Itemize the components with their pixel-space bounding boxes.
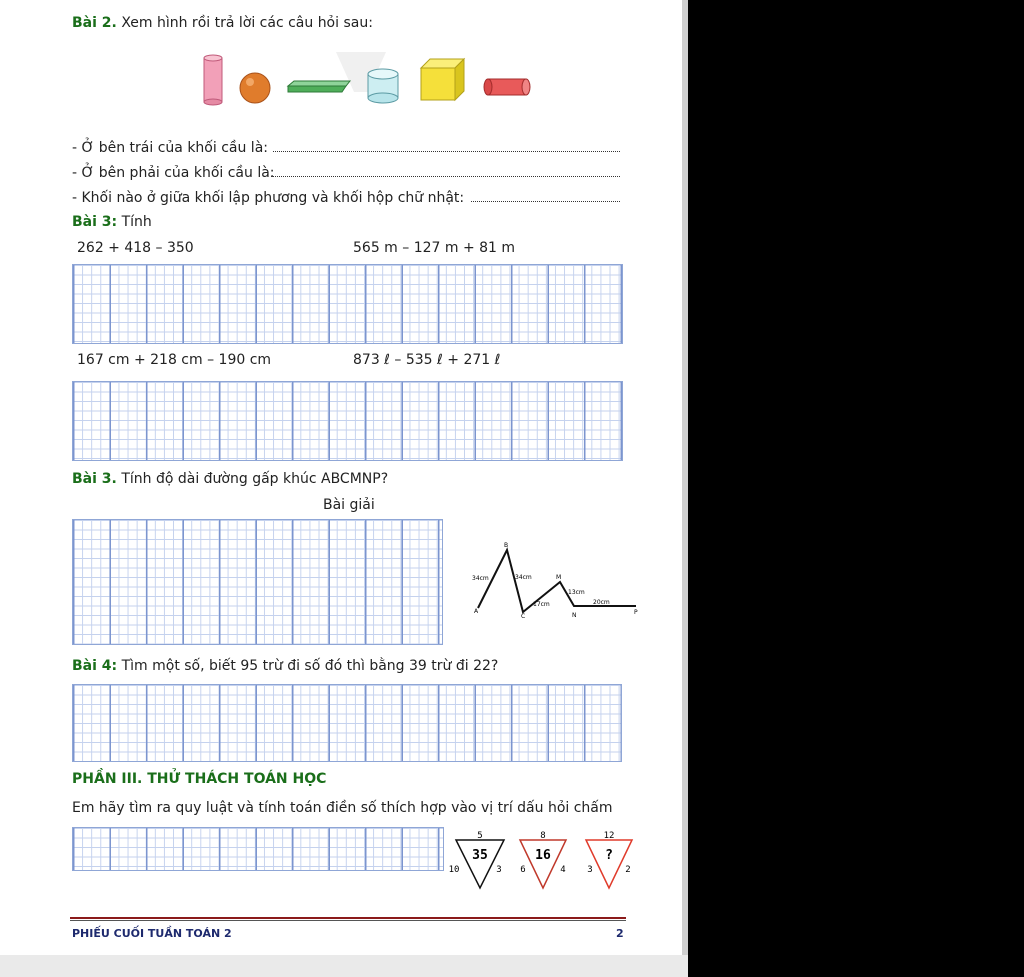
grid-calc-1[interactable]	[72, 264, 623, 344]
polyline-figure	[466, 538, 642, 622]
length-cm: 17cm	[533, 601, 550, 608]
pink-cylinder-shape	[204, 55, 222, 105]
tri1-left: 10	[448, 865, 460, 875]
viewer-bottom-strip	[0, 955, 688, 977]
bai3b-heading	[72, 471, 388, 487]
shapes-svg	[196, 48, 541, 112]
page-edge-shadow	[682, 0, 688, 977]
triangle-puzzle	[444, 828, 640, 894]
tri3-top: 12	[603, 831, 615, 841]
tri1-top: 5	[477, 831, 483, 841]
triangles-svg	[444, 828, 640, 894]
tri2-top: 8	[540, 831, 546, 841]
answer-blank-3[interactable]	[471, 200, 620, 202]
green-cuboid-shape	[288, 81, 350, 92]
yellow-cube-shape	[421, 59, 464, 100]
bai3a-label: Bài 3:	[72, 214, 118, 230]
grid-bai4[interactable]	[72, 684, 622, 762]
tri3-right: 2	[625, 865, 631, 875]
bai2-line-2: - Ở bên phải của khối cầu là:	[72, 165, 275, 181]
orange-sphere-shape	[240, 73, 270, 103]
page-number: 2	[616, 927, 624, 940]
tri2-right: 4	[560, 865, 566, 875]
expr-3: 167 cm + 218 cm – 190 cm	[77, 352, 272, 368]
bai4-heading	[72, 658, 498, 674]
cyan-cylinder-shape	[368, 69, 398, 103]
tri1-center: 35	[472, 848, 488, 863]
bai3b-text: Tính độ dài đường gấp khúc ABCMNP?	[121, 471, 389, 487]
tri3-center: ?	[605, 848, 613, 863]
footer-rule	[70, 917, 626, 919]
solution-title: Bài giải	[323, 497, 375, 513]
bai3b-label: Bài 3.	[72, 471, 117, 487]
shapes-illustration	[196, 48, 541, 112]
answer-blank-2[interactable]	[271, 175, 620, 177]
expr-2: 565 m – 127 m + 81 m	[353, 240, 516, 256]
point-m: M	[556, 574, 562, 581]
section-title: PHẦN III. THỬ THÁCH TOÁN HỌC	[72, 771, 327, 787]
bai2-label: Bài 2.	[72, 15, 117, 31]
red-cylinder-shape	[484, 79, 530, 95]
grid-challenge[interactable]	[72, 827, 444, 871]
bai4-label: Bài 4:	[72, 658, 118, 674]
expr-4: 873 ℓ – 535 ℓ + 271 ℓ	[353, 352, 501, 368]
tri2-center: 16	[535, 848, 551, 863]
bai2-heading	[72, 15, 373, 31]
expr-1: 262 + 418 – 350	[77, 240, 194, 256]
tri1-right: 3	[496, 865, 502, 875]
tri3-left: 3	[587, 865, 593, 875]
bai3a-text: Tính	[121, 214, 152, 230]
point-a: A	[474, 608, 479, 615]
bai2-line-1: - Ở bên trái của khối cầu là:	[72, 140, 268, 156]
bai3a-heading	[72, 214, 152, 230]
point-p: P	[634, 609, 638, 616]
length-ab: 34cm	[472, 575, 489, 582]
polyline-svg	[466, 538, 642, 622]
answer-blank-1[interactable]	[273, 150, 620, 152]
tri2-left: 6	[520, 865, 526, 875]
bai2-line-3: - Khối nào ở giữa khối lập phương và khối hộp chữ nhật:	[72, 190, 465, 206]
length-np: 20cm	[593, 599, 610, 606]
length-mn: 13cm	[568, 589, 585, 596]
point-c: C	[521, 613, 526, 620]
point-b: B	[504, 542, 509, 549]
length-bc: 34cm	[515, 574, 532, 581]
grid-calc-2[interactable]	[72, 381, 623, 461]
point-n: N	[572, 612, 577, 619]
footer-rule-thin	[70, 920, 626, 921]
footer-title: PHIẾU CUỐI TUẦN TOÁN 2	[72, 927, 232, 940]
challenge-instruction: Em hãy tìm ra quy luật và tính toán điền số thích hợp vào vị trí dấu hỏi chấm	[72, 800, 613, 816]
grid-solution-3[interactable]	[72, 519, 443, 645]
bai2-question: Xem hình rồi trả lời các câu hỏi sau:	[121, 15, 373, 31]
bai4-text: Tìm một số, biết 95 trừ đi số đó thì bằng 39 trừ đi 22?	[121, 658, 499, 674]
